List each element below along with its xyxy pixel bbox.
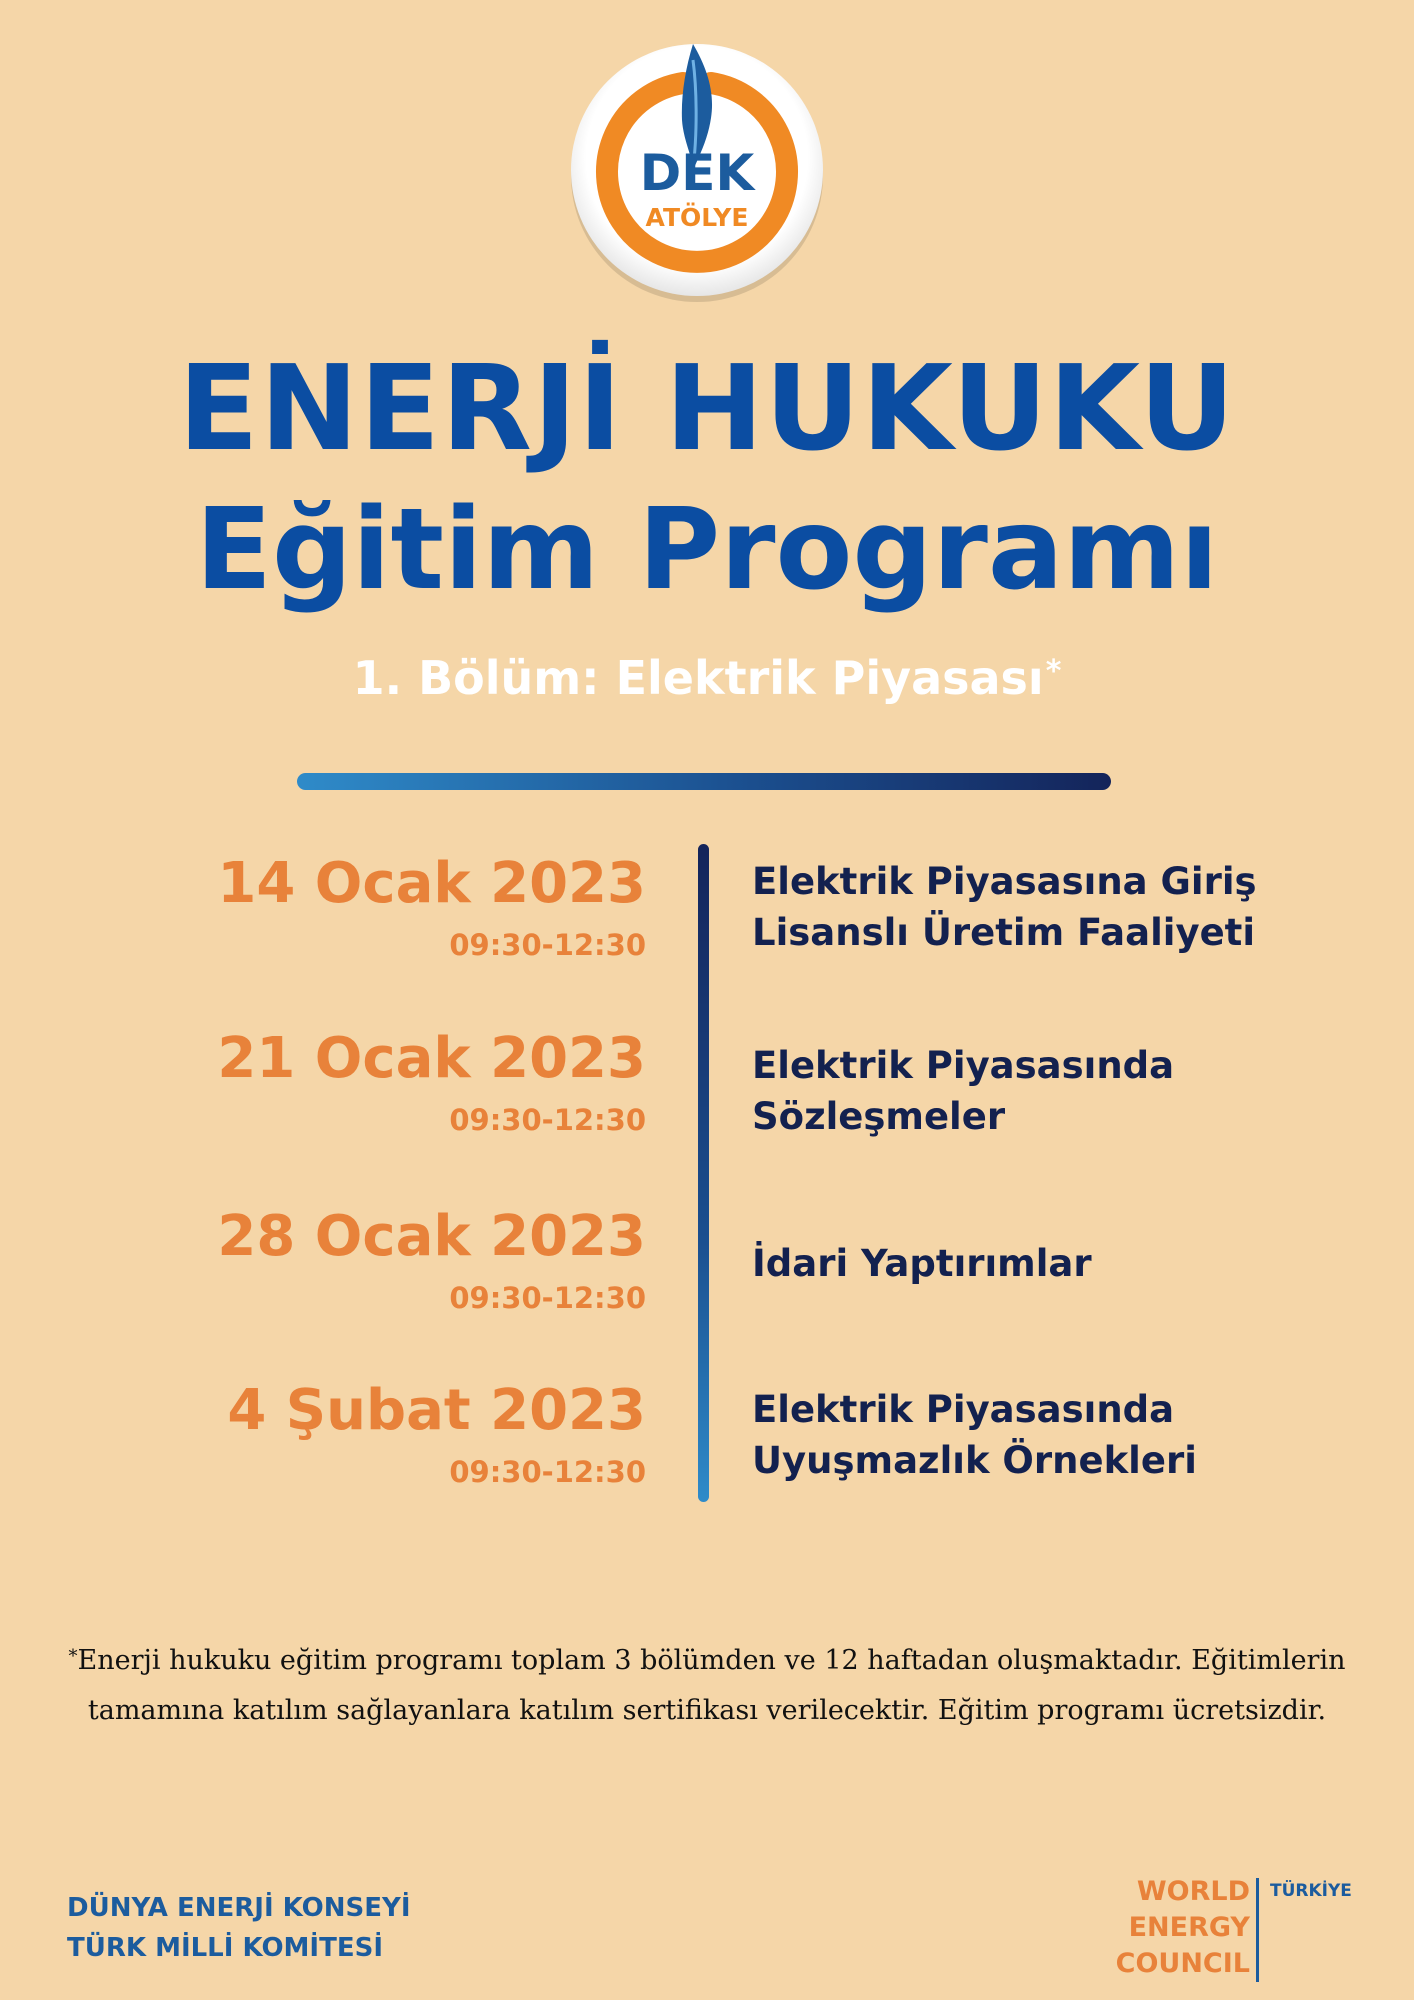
subtitle-footnote-marker: * — [1045, 654, 1062, 689]
event-topic — [752, 1238, 1372, 1289]
wec-wordmark — [1116, 1874, 1250, 1982]
wec-word: ENERGY — [1128, 1912, 1250, 1943]
logo-graphic — [565, 40, 829, 304]
timeline-line — [698, 844, 709, 1502]
organization-name-line: DÜNYA ENERJİ KONSEYİ — [67, 1893, 411, 1923]
wec-word: WORLD — [1136, 1876, 1250, 1907]
wec-word: COUNCIL — [1115, 1948, 1250, 1979]
event-date: 28 Ocak 2023 — [217, 1204, 646, 1269]
world-energy-council-logo — [1098, 1874, 1354, 1984]
event-date: 4 Şubat 2023 — [227, 1378, 646, 1443]
event-time: 09:30-12:30 — [449, 1281, 646, 1315]
event-time: 09:30-12:30 — [449, 1455, 646, 1489]
footnote-text: Enerji hukuku eğitim programı toplam 3 bölümden ve 12 haftadan oluşmaktadır. Eğitimlerin — [77, 1645, 1346, 1676]
page-title: ENERJİ HUKUKU — [178, 339, 1236, 477]
event-date: 14 Ocak 2023 — [217, 851, 646, 916]
event-topic-line: Elektrik Piyasasında — [752, 1388, 1175, 1431]
event-date: 21 Ocak 2023 — [217, 1026, 646, 1091]
logo-text-dek: DEK — [639, 144, 755, 202]
event-topic-line: Elektrik Piyasasında — [752, 1044, 1175, 1087]
footnote-line: tamamına katılım sağlayanlara katılım sertifikası verilecektir. Eğitim programı ücretsizdir. — [87, 1695, 1327, 1726]
event-topic-line: Sözleşmeler — [752, 1095, 1006, 1138]
event-time: 09:30-12:30 — [449, 928, 646, 962]
subtitle-text: 1. Bölüm: Elektrik Piyasası — [352, 651, 1044, 705]
event-time: 09:30-12:30 — [449, 1103, 646, 1137]
gradient-divider — [297, 773, 1111, 790]
section-subtitle — [0, 648, 1414, 708]
event-topic-line: İdari Yaptırımlar — [752, 1242, 1092, 1285]
event-topic — [752, 1040, 1372, 1142]
footnote-marker: * — [68, 1646, 78, 1667]
page-title-secondary: Eğitim Programı — [195, 485, 1219, 615]
organization-name-line: TÜRK MİLLİ KOMİTESİ — [67, 1933, 383, 1963]
event-topic-line: Uyuşmazlık Örnekleri — [752, 1439, 1197, 1482]
wec-divider — [1256, 1878, 1259, 1982]
organization-name — [67, 1888, 411, 1968]
event-topic — [752, 1384, 1372, 1486]
event-topic-line: Lisanslı Üretim Faaliyeti — [752, 911, 1256, 954]
logo-text-atolye: ATÖLYE — [645, 203, 749, 232]
event-topic-line: Elektrik Piyasasına Giriş — [752, 860, 1257, 903]
dek-atolye-logo — [565, 40, 829, 304]
footnote-line — [40, 1636, 1374, 1686]
event-topic — [752, 856, 1372, 958]
wec-country: TÜRKİYE — [1270, 1881, 1352, 1901]
footnote — [40, 1636, 1374, 1736]
